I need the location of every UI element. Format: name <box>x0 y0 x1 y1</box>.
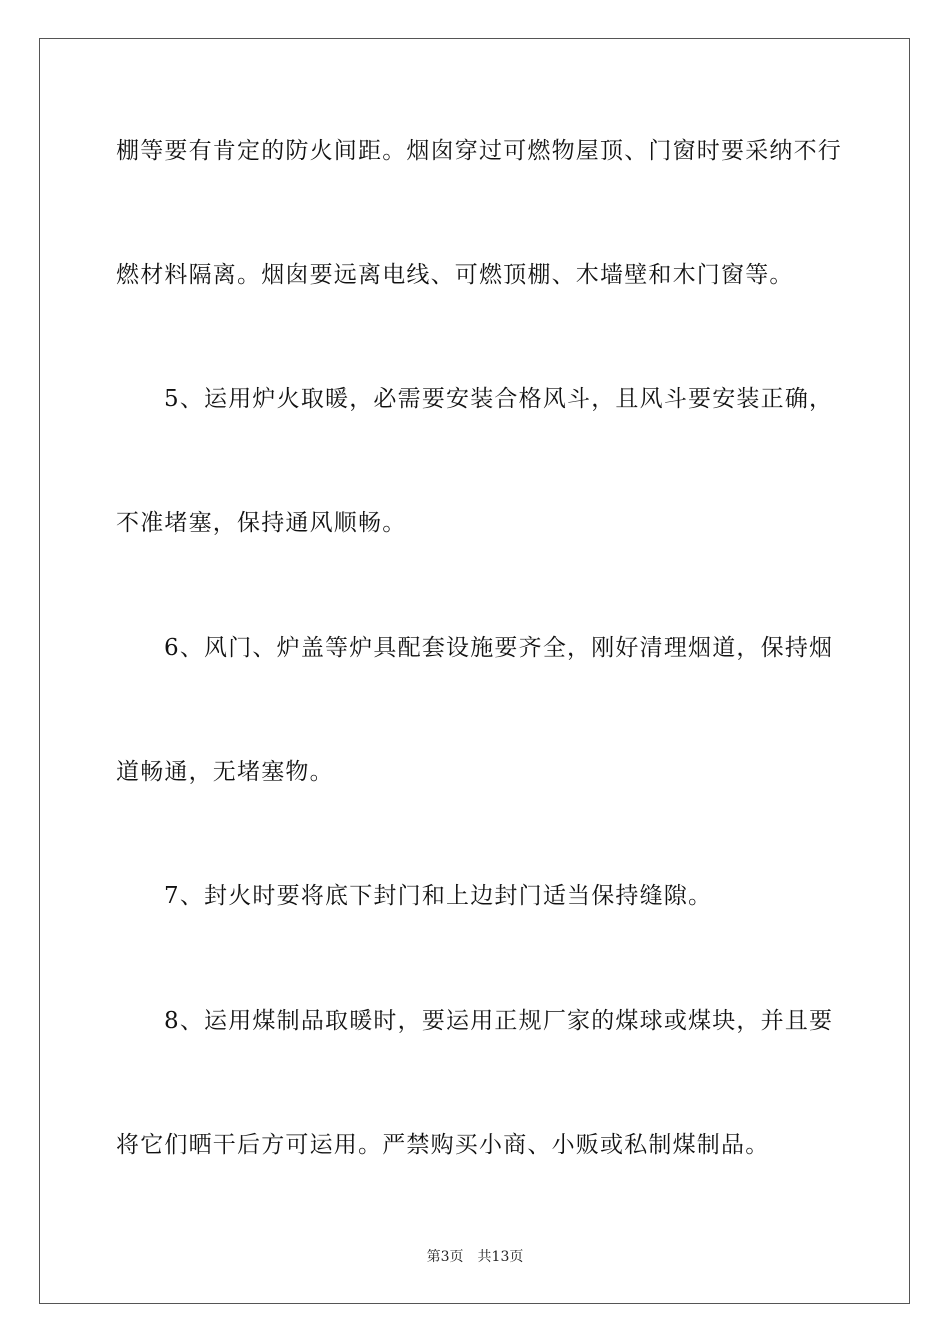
body-line-1: 棚等要有肯定的防火间距。烟囱穿过可燃物屋顶、门窗时要采纳不行 <box>116 138 842 164</box>
page-footer <box>0 1248 950 1266</box>
paragraph-5-line-1: 5、运用炉火取暖，必需要安装合格风斗，且风斗要安装正确， <box>164 386 834 412</box>
page-border <box>39 38 910 1304</box>
paragraph-8-line-1: 8、运用煤制品取暖时，要运用正规厂家的煤球或煤块，并且要 <box>164 1008 834 1034</box>
page-total: 共13页 <box>477 1249 524 1265</box>
page-number: 第3页 <box>426 1249 464 1265</box>
body-line-2: 燃材料隔离。烟囱要远离电线、可燃顶棚、木墙壁和木门窗等。 <box>116 262 794 288</box>
paragraph-8-line-2: 将它们晒干后方可运用。严禁购买小商、小贩或私制煤制品。 <box>116 1132 770 1158</box>
paragraph-6-line-1: 6、风门、炉盖等炉具配套设施要齐全，刚好清理烟道，保持烟 <box>164 635 834 661</box>
paragraph-6-line-2: 道畅通，无堵塞物。 <box>116 759 334 785</box>
paragraph-7-line-1: 7、封火时要将底下封门和上边封门适当保持缝隙。 <box>164 883 713 909</box>
paragraph-5-line-2: 不准堵塞，保持通风顺畅。 <box>116 510 407 536</box>
